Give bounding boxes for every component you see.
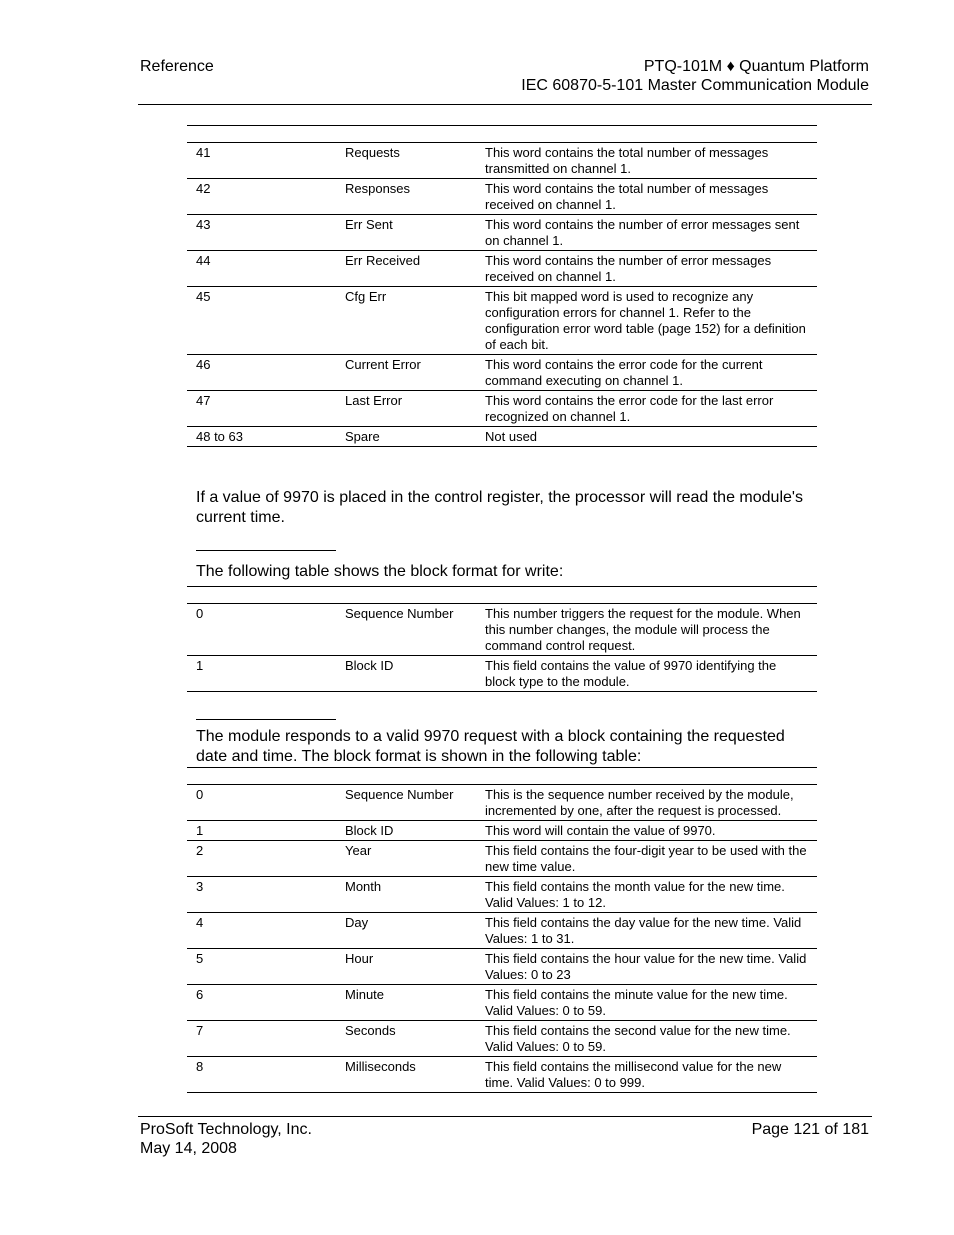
table-row [187, 821, 817, 841]
description-cell: This word contains the error code for the current command executing on channel 1. [485, 355, 817, 391]
table-row [187, 427, 817, 447]
word-offset-cell: 6 [187, 985, 345, 1021]
word-offset-cell: 3 [187, 877, 345, 913]
description-cell: This word contains the error code for the last error recognized on channel 1. [485, 391, 817, 427]
header-section-label: Reference [140, 58, 214, 75]
read-block-table [187, 767, 817, 1093]
table-header-row [187, 768, 817, 785]
word-offset-cell: 7 [187, 1021, 345, 1057]
write-format-intro: The following table shows the block format for write: [196, 563, 564, 580]
table-row [187, 215, 817, 251]
footer-divider [138, 1116, 872, 1117]
field-name-cell: Day [345, 913, 485, 949]
table-header-cell [485, 587, 817, 604]
word-offset-cell: 45 [187, 287, 345, 355]
field-name-cell: Year [345, 841, 485, 877]
control-register-paragraph: If a value of 9970 is placed in the control register, the processor will read the module's current time. [196, 489, 803, 526]
word-offset-cell: 8 [187, 1057, 345, 1093]
word-offset-cell: 46 [187, 355, 345, 391]
word-offset-cell: 1 [187, 821, 345, 841]
description-cell: This field contains the value of 9970 identifying the block type to the module. [485, 656, 817, 692]
description-cell: This word contains the total number of messages transmitted on channel 1. [485, 143, 817, 179]
word-offset-cell: 41 [187, 143, 345, 179]
description-cell: This field contains the minute value for the new time. Valid Values: 0 to 59. [485, 985, 817, 1021]
table-row [187, 949, 817, 985]
table-header-cell [187, 587, 345, 604]
word-offset-cell: 5 [187, 949, 345, 985]
field-name-cell: Block ID [345, 656, 485, 692]
description-cell: This field contains the hour value for the new time. Valid Values: 0 to 23 [485, 949, 817, 985]
description-cell: This field contains the millisecond value for the new time. Valid Values: 0 to 999. [485, 1057, 817, 1093]
table-header-row [187, 587, 817, 604]
footer-company: ProSoft Technology, Inc. [140, 1121, 312, 1138]
word-offset-cell: 48 to 63 [187, 427, 345, 447]
table-row [187, 877, 817, 913]
status-table [187, 125, 817, 447]
word-offset-cell: 44 [187, 251, 345, 287]
field-name-cell: Milliseconds [345, 1057, 485, 1093]
word-offset-cell: 1 [187, 656, 345, 692]
word-offset-cell: 2 [187, 841, 345, 877]
table-row [187, 841, 817, 877]
field-name-cell: Spare [345, 427, 485, 447]
read-response-intro: The module responds to a valid 9970 request with a block containing the requested date and time. The block format is shown in the following table: [196, 728, 785, 765]
description-cell: Not used [485, 427, 817, 447]
table-row [187, 604, 817, 656]
word-offset-cell: 0 [187, 604, 345, 656]
field-name-cell: Minute [345, 985, 485, 1021]
field-name-cell: Current Error [345, 355, 485, 391]
field-name-cell: Cfg Err [345, 287, 485, 355]
word-offset-cell: 47 [187, 391, 345, 427]
description-cell: This is the sequence number received by the module, incremented by one, after the request is processed. [485, 785, 817, 821]
field-name-cell: Requests [345, 143, 485, 179]
field-name-cell: Block ID [345, 821, 485, 841]
table-header-cell [187, 768, 345, 785]
table-row [187, 913, 817, 949]
table-header-cell [345, 587, 485, 604]
table-row [187, 143, 817, 179]
table-header-cell [187, 126, 345, 143]
description-cell: This field contains the day value for the new time. Valid Values: 1 to 31. [485, 913, 817, 949]
table-header-cell [485, 126, 817, 143]
description-cell: This word contains the total number of messages received on channel 1. [485, 179, 817, 215]
field-name-cell: Month [345, 877, 485, 913]
table-row [187, 785, 817, 821]
description-cell: This word will contain the value of 9970. [485, 821, 817, 841]
description-cell: This field contains the month value for the new time. Valid Values: 1 to 12. [485, 877, 817, 913]
word-offset-cell: 43 [187, 215, 345, 251]
field-name-cell: Responses [345, 179, 485, 215]
table-header-cell [485, 768, 817, 785]
footer-page-number: Page 121 of 181 [751, 1121, 869, 1138]
description-cell: This bit mapped word is used to recognize any configuration errors for channel 1. Refer to the configuration error word table (page 152) for a definition of each bit. [485, 287, 817, 355]
table-row [187, 656, 817, 692]
table-row [187, 251, 817, 287]
word-offset-cell: 42 [187, 179, 345, 215]
description-cell: This field contains the four-digit year to be used with the new time value. [485, 841, 817, 877]
word-offset-cell: 4 [187, 913, 345, 949]
write-block-table [187, 586, 817, 692]
footer-date: May 14, 2008 [140, 1140, 237, 1157]
description-cell: This field contains the second value for the new time. Valid Values: 0 to 59. [485, 1021, 817, 1057]
table-row [187, 287, 817, 355]
header-divider [138, 104, 872, 105]
section-rule-read [196, 719, 336, 720]
field-name-cell: Hour [345, 949, 485, 985]
section-rule-write [196, 550, 336, 551]
field-name-cell: Sequence Number [345, 604, 485, 656]
table-row [187, 391, 817, 427]
header-product-subtitle: IEC 60870-5-101 Master Communication Module [521, 77, 869, 94]
field-name-cell: Err Sent [345, 215, 485, 251]
description-cell: This number triggers the request for the module. When this number changes, the module will process the command control request. [485, 604, 817, 656]
table-header-cell [345, 768, 485, 785]
table-row [187, 179, 817, 215]
field-name-cell: Seconds [345, 1021, 485, 1057]
table-row [187, 1057, 817, 1093]
header-product-title: PTQ-101M ♦ Quantum Platform [643, 58, 869, 75]
word-offset-cell: 0 [187, 785, 345, 821]
description-cell: This word contains the number of error messages sent on channel 1. [485, 215, 817, 251]
table-row [187, 985, 817, 1021]
table-header-row [187, 126, 817, 143]
table-row [187, 1021, 817, 1057]
description-cell: This word contains the number of error messages received on channel 1. [485, 251, 817, 287]
field-name-cell: Sequence Number [345, 785, 485, 821]
table-row [187, 355, 817, 391]
field-name-cell: Err Received [345, 251, 485, 287]
table-header-cell [345, 126, 485, 143]
field-name-cell: Last Error [345, 391, 485, 427]
